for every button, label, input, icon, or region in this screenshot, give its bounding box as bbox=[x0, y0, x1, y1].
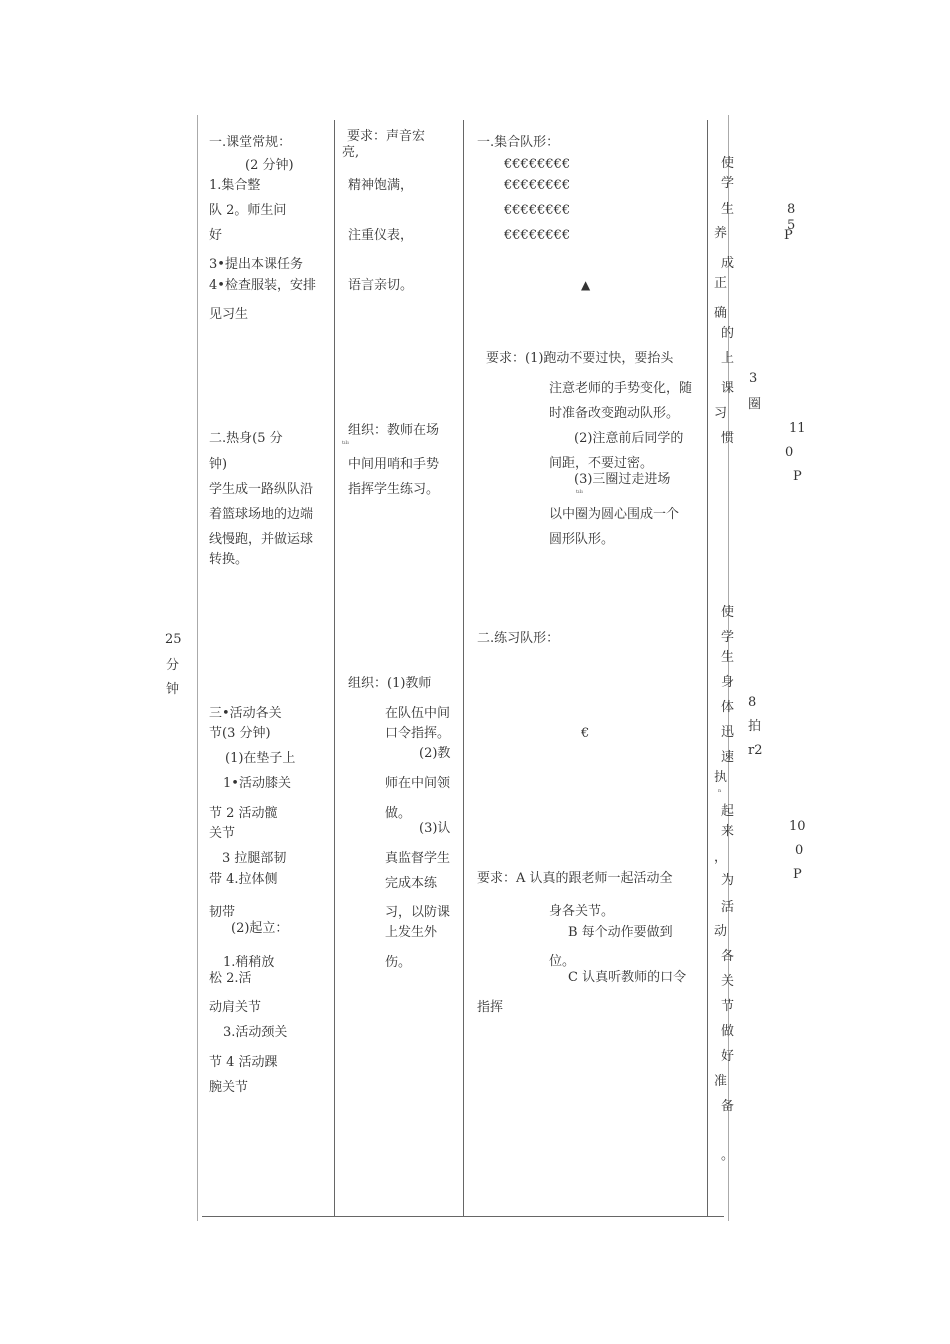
text-line: 见习生 bbox=[209, 307, 249, 322]
load-unit: 圈 bbox=[748, 397, 762, 412]
text-line: 1.集合整 bbox=[209, 178, 261, 193]
vertical-char: 迅 bbox=[721, 725, 735, 740]
vertical-char: 好 bbox=[721, 1049, 735, 1064]
text-line: 关节 bbox=[209, 826, 236, 841]
text-line: 师在中间领 bbox=[385, 776, 451, 791]
text-line: 真监督学生 bbox=[385, 851, 451, 866]
tiny-glyph: n bbox=[718, 788, 722, 794]
table-bottom-border bbox=[202, 1216, 724, 1217]
vertical-char: 做 bbox=[721, 1024, 735, 1039]
load-value: r2 bbox=[748, 743, 763, 758]
load-value: 10 bbox=[789, 819, 806, 834]
vertical-char: 为 bbox=[721, 873, 735, 888]
vertical-char: 生 bbox=[721, 202, 735, 217]
text-line: (3)认 bbox=[419, 821, 451, 836]
student-row: €€€€€€€€ bbox=[504, 228, 571, 243]
vertical-char: 学 bbox=[721, 630, 735, 645]
load-value: 8 bbox=[787, 202, 796, 217]
load-unit: P bbox=[793, 469, 802, 484]
text-line: 节 4 活动踝 bbox=[209, 1055, 278, 1070]
organization-heading: 组织：(1)教师 bbox=[348, 676, 432, 691]
vertical-char: 来 bbox=[721, 824, 735, 839]
duration-char-2: 钟 bbox=[166, 682, 180, 697]
vertical-char: 课 bbox=[721, 381, 735, 396]
text-line: 精神饱满， bbox=[348, 178, 414, 193]
load-unit: 拍 bbox=[748, 719, 762, 734]
requirement-heading: 要求：声音宏 bbox=[347, 129, 426, 144]
vertical-char: 确 bbox=[714, 306, 728, 321]
duration-number: 25 bbox=[165, 632, 182, 647]
load-unit: P bbox=[784, 228, 793, 243]
student-row: €€€€€€€€ bbox=[504, 178, 571, 193]
text-line: 动肩关节 bbox=[209, 1000, 262, 1015]
tiny-glyph: tılı bbox=[342, 440, 349, 446]
text-line: 3 拉腿部韧 bbox=[222, 851, 287, 866]
vertical-char: 体 bbox=[721, 700, 735, 715]
text-line: 节(3 分钟) bbox=[209, 726, 271, 741]
tiny-glyph: tılı bbox=[576, 489, 583, 495]
vertical-char: 上 bbox=[721, 351, 735, 366]
text-line: 1.稍稍放 bbox=[223, 955, 275, 970]
text-line: 在队伍中间 bbox=[385, 706, 451, 721]
text-line: 习，以防课 bbox=[385, 905, 451, 920]
text-line: 指挥 bbox=[477, 1000, 504, 1015]
text-line: 完成本练 bbox=[385, 876, 438, 891]
text-line: 带 4.拉体侧 bbox=[209, 872, 278, 887]
student-row: €€€€€€€€ bbox=[504, 157, 571, 172]
text-line: 4•检查服装，安排 bbox=[209, 278, 316, 293]
vertical-char: 生 bbox=[721, 650, 735, 665]
text-line: 线慢跑，并做运球 bbox=[209, 532, 314, 547]
requirement-line: 要求：A 认真的跟老师一起活动全 bbox=[477, 871, 673, 886]
text-line: 中间用哨和手势 bbox=[348, 457, 440, 472]
text-line: 位。 bbox=[549, 954, 576, 969]
vertical-char: 节 bbox=[721, 999, 735, 1014]
load-value: 5 bbox=[787, 218, 796, 233]
text-line: 身各关节。 bbox=[549, 904, 615, 919]
vertical-char: 的 bbox=[721, 326, 735, 341]
text-line: 队 2。师生问 bbox=[209, 203, 287, 218]
text-line: 转换。 bbox=[209, 552, 249, 567]
text-line: 亮, bbox=[342, 145, 360, 160]
vertical-char: 起 bbox=[721, 804, 735, 819]
text-line: 圆形队形。 bbox=[549, 532, 615, 547]
vertical-char: ， bbox=[714, 850, 728, 865]
text-line: (2)注意前后同学的 bbox=[574, 431, 684, 446]
vertical-char: 备 bbox=[721, 1099, 735, 1114]
vertical-char: 学 bbox=[721, 176, 735, 191]
text-line: 指挥学生练习。 bbox=[348, 482, 440, 497]
vertical-char: 关 bbox=[721, 974, 735, 989]
section-1-title: 一.课堂常规： bbox=[209, 135, 292, 150]
load-unit: P bbox=[793, 867, 802, 882]
vertical-char: 惯 bbox=[721, 431, 735, 446]
load-value: 0 bbox=[795, 843, 804, 858]
vertical-char: 养 bbox=[714, 226, 728, 241]
vertical-char: 习 bbox=[714, 406, 728, 421]
vertical-char: 。 bbox=[721, 1148, 735, 1163]
text-line: 3.活动颈关 bbox=[223, 1025, 288, 1040]
text-line: (3)三圈过走进场 bbox=[574, 472, 671, 487]
text-line: 腕关节 bbox=[209, 1080, 249, 1095]
organization-heading: 组织：教师在场 bbox=[348, 423, 440, 438]
text-line: 语言亲切。 bbox=[348, 278, 414, 293]
text-line: 时准备改变跑动队形。 bbox=[549, 406, 680, 421]
duration-char-1: 分 bbox=[166, 658, 180, 673]
vertical-char: 正 bbox=[714, 276, 728, 291]
formation-title: 一.集合队形： bbox=[477, 135, 560, 150]
vertical-char: 执 bbox=[714, 770, 728, 785]
formation-marker: € bbox=[581, 726, 590, 741]
text-line: 注意老师的手势变化，随 bbox=[549, 381, 693, 396]
text-line: (1)在垫子上 bbox=[225, 751, 296, 766]
text-line: 口令指挥。 bbox=[385, 726, 451, 741]
column-divider-2 bbox=[463, 120, 464, 1217]
text-line: 伤。 bbox=[385, 955, 412, 970]
text-line: 着篮球场地的边端 bbox=[209, 507, 314, 522]
text-line: 松 2.活 bbox=[209, 971, 252, 986]
section-2-title: 二.热身(5 分 bbox=[209, 431, 283, 446]
vertical-char: 身 bbox=[721, 675, 735, 690]
text-line: 1•活动膝关 bbox=[223, 776, 291, 791]
vertical-char: 速 bbox=[721, 750, 735, 765]
load-value: 8 bbox=[748, 695, 757, 710]
vertical-char: 各 bbox=[721, 949, 735, 964]
column-divider-3 bbox=[707, 120, 708, 1217]
text-line: 学生成一路纵队沿 bbox=[209, 482, 314, 497]
text-line: (2)起立： bbox=[231, 921, 289, 936]
text-line: 以中圈为圆心围成一个 bbox=[549, 507, 680, 522]
vertical-char: 准 bbox=[714, 1074, 728, 1089]
text-line: 韧带 bbox=[209, 905, 236, 920]
text-line: 钟) bbox=[209, 457, 228, 472]
vertical-char: 成 bbox=[721, 256, 735, 271]
text-line: B 每个动作要做到 bbox=[568, 925, 673, 940]
load-value: 3 bbox=[749, 371, 758, 386]
text-line: 上发生外 bbox=[385, 925, 438, 940]
vertical-char: 使 bbox=[721, 156, 735, 171]
section-1-time: (2 分钟) bbox=[245, 158, 294, 173]
text-line: 3•提出本课任务 bbox=[209, 257, 303, 272]
text-line: 间距，不要过密。 bbox=[549, 456, 654, 471]
teacher-marker: ▲ bbox=[581, 278, 591, 292]
student-row: €€€€€€€€ bbox=[504, 203, 571, 218]
load-value: 11 bbox=[789, 421, 806, 436]
vertical-char: 活 bbox=[721, 900, 735, 915]
vertical-char: 动 bbox=[714, 924, 728, 939]
text-line: (2)教 bbox=[419, 746, 451, 761]
text-line: 节 2 活动髋 bbox=[209, 806, 278, 821]
column-divider-1 bbox=[334, 120, 335, 1217]
requirement-line: 要求：(1)跑动不要过快，要抬头 bbox=[486, 351, 674, 366]
practice-formation-title: 二.练习队形： bbox=[477, 631, 560, 646]
load-value: 0 bbox=[785, 445, 794, 460]
vertical-char: 使 bbox=[721, 605, 735, 620]
text-line: C 认真听教师的口令 bbox=[568, 970, 687, 985]
text-line: 做。 bbox=[385, 806, 412, 821]
text-line: 注重仪表， bbox=[348, 228, 414, 243]
section-3-title: 三•活动各关 bbox=[209, 706, 282, 721]
text-line: 好 bbox=[209, 228, 223, 243]
